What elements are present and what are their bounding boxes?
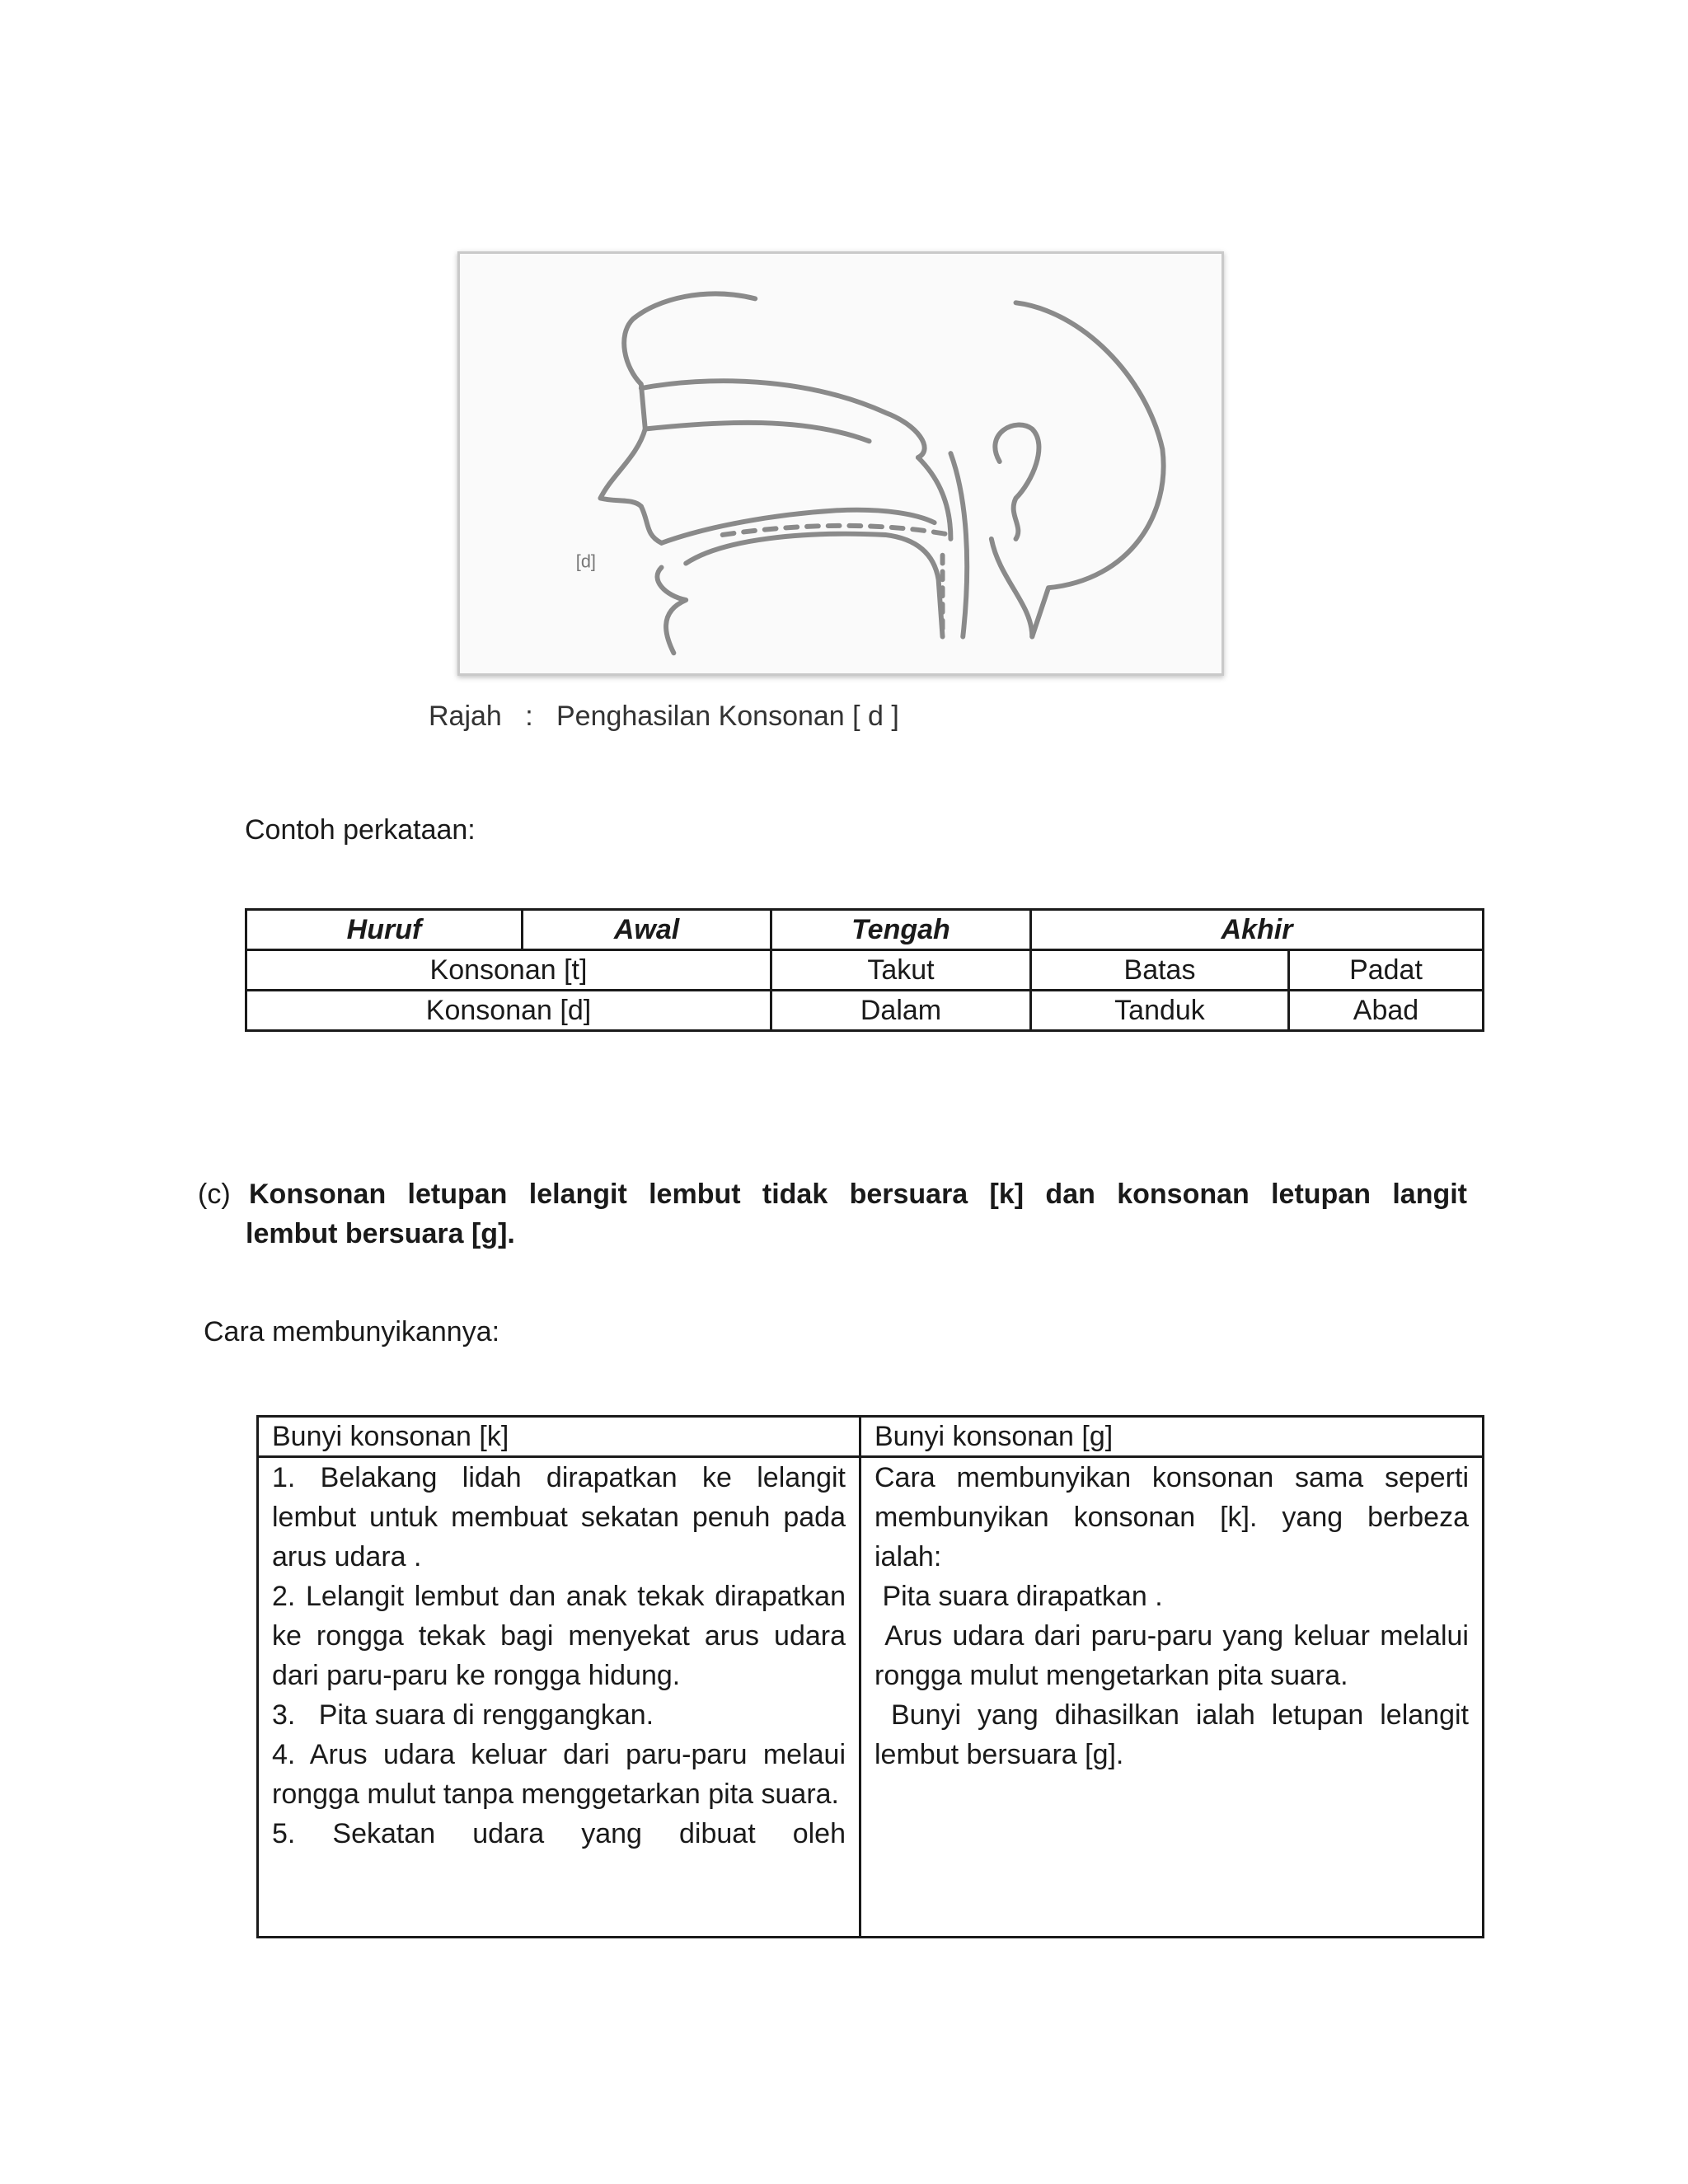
vocal-tract-diagram (460, 254, 1221, 673)
header-huruf: Huruf (246, 910, 523, 950)
tongue (686, 534, 942, 637)
cell-word: Tanduk (1031, 991, 1289, 1031)
nasal-cavity (641, 381, 925, 457)
k-step-1: 1. Belakang lidah dirapatkan ke lelangit lembut untuk membuat sekatan penuh pada arus udara . (272, 1462, 846, 1572)
k-step-5: 5. Sekatan udara yang dibuat oleh (272, 1818, 846, 1849)
upper-lip (641, 506, 662, 542)
cell-word: Padat (1289, 950, 1484, 991)
k-steps-cell (258, 1457, 860, 1938)
table-header-row (246, 910, 1484, 950)
k-step-2: 2. Lelangit lembut dan anak tekak dirapatkan ke rongga tekak bagi menyekat arus udara dari paru-paru ke rongga hidung. (272, 1581, 846, 1691)
neck (992, 539, 1032, 637)
g-description-cell (860, 1457, 1484, 1938)
header-awal: Awal (523, 910, 771, 950)
g-paragraph-3: Arus udara dari paru-paru yang keluar melalui rongga mulut mengetarkan pita suara. (874, 1620, 1477, 1691)
skull-outline (624, 293, 755, 429)
diagram-label: [d] (575, 551, 596, 572)
pharynx-wall (950, 453, 967, 636)
ear (995, 425, 1039, 539)
table-header-row (258, 1417, 1484, 1457)
section-label: (c) (198, 1179, 231, 1210)
cell-word: Takut (771, 950, 1031, 991)
g-paragraph-2: Pita suara dirapatkan . (874, 1581, 1163, 1612)
examples-intro: Contoh perkataan: (245, 814, 476, 846)
table-row (258, 1457, 1484, 1938)
header-g: Bunyi konsonan [g] (860, 1417, 1484, 1457)
cell-word: Batas (1031, 950, 1289, 991)
caption-separator: : (525, 701, 533, 732)
cell-letter: Konsonan [t] (246, 950, 771, 991)
k-step-4: 4. Arus udara keluar dari paru-paru melaui rongga mulut tanpa menggetarkan pita suara. (272, 1739, 846, 1810)
caption-prefix: Rajah (429, 701, 502, 732)
table-row (246, 991, 1484, 1031)
method-table (256, 1415, 1484, 1938)
figure-caption (429, 701, 899, 733)
caption-text: Penghasilan Konsonan [ d ] (556, 701, 899, 732)
cell-word: Dalam (771, 991, 1031, 1031)
cell-word: Abad (1289, 991, 1484, 1031)
g-paragraph-1: Cara membunyikan konsonan sama seperti membunyikan konsonan [k]. yang berbeza ialah: (874, 1462, 1469, 1572)
vocal-tract-figure (457, 251, 1224, 676)
cell-letter: Konsonan [d] (246, 991, 771, 1031)
k-step-3: 3. Pita suara di renggangkan. (272, 1699, 654, 1731)
lower-lip (657, 568, 686, 654)
header-k: Bunyi konsonan [k] (258, 1417, 860, 1457)
examples-table (245, 908, 1484, 1032)
header-akhir: Akhir (1031, 910, 1484, 950)
header-tengah: Tengah (771, 910, 1031, 950)
nose (600, 429, 645, 506)
table-row (246, 950, 1484, 991)
section-c-heading (198, 1174, 1467, 1254)
method-intro: Cara membunyikannya: (204, 1316, 500, 1347)
g-paragraph-4: Bunyi yang dihasilkan ialah letupan lelangit lembut bersuara [g]. (874, 1699, 1477, 1770)
back-of-head (1015, 302, 1163, 636)
section-title-line1: Konsonan letupan lelangit lembut tidak bersuara [k] dan konsonan letupan langit (249, 1179, 1467, 1210)
section-title-line2: lembut bersuara [g]. (246, 1218, 515, 1249)
